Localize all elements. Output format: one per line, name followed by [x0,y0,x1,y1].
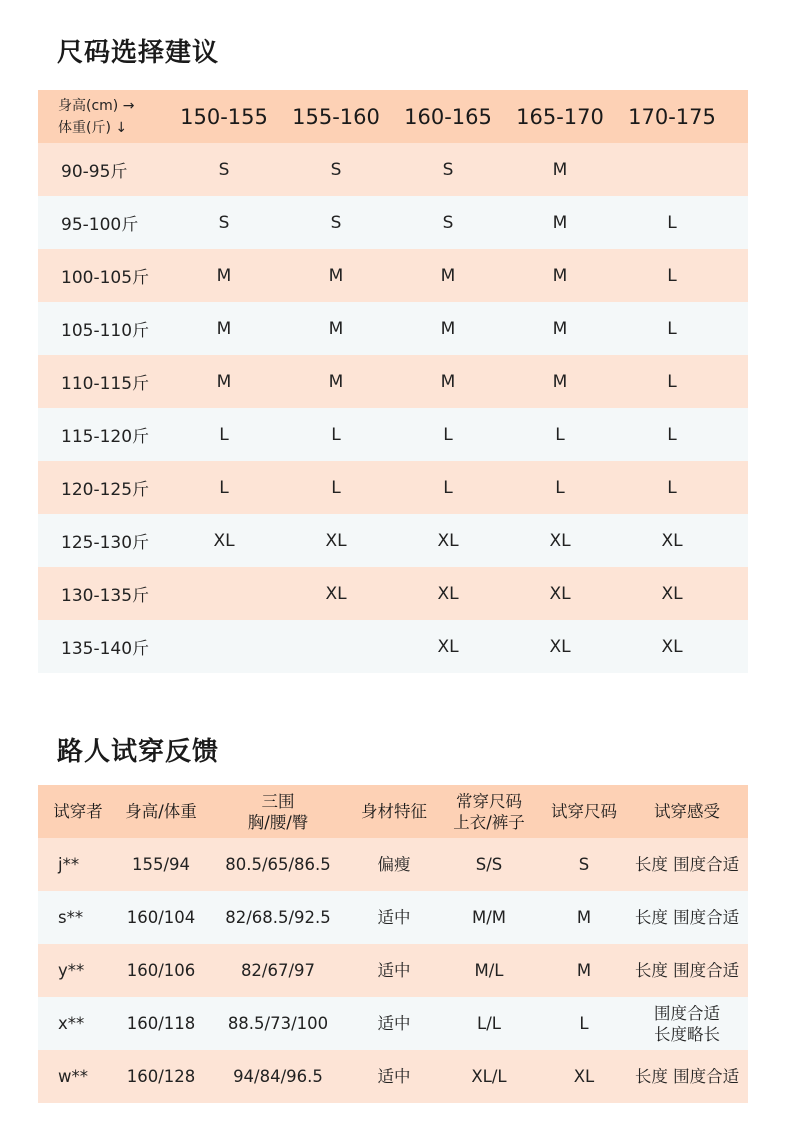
feeling-line1: 长度 围度合适 [634,961,740,980]
size-row [38,514,748,567]
size-cell: L [667,265,677,286]
size-cell: M [328,318,344,339]
measurements-cell: 82/67/97 [240,961,316,980]
tried-size-cell: L [579,1014,589,1033]
body-type-cell: 适中 [377,1067,411,1086]
size-guide-title: 尺码选择建议 [57,38,220,68]
header-tried-size: 试穿尺码 [551,802,617,821]
feedback-table-body [38,838,748,1103]
size-row [38,408,748,461]
size-cell: S [218,159,230,180]
size-row [38,302,748,355]
height-weight-cell: 160/118 [126,1014,196,1033]
size-table-header [38,90,748,143]
feeling-line1: 长度 围度合适 [634,908,740,927]
weight-cell: 110-115斤 [61,374,150,394]
header-tester: 试穿者 [53,802,103,821]
size-cell: L [443,477,453,498]
usual-size-cell: L/L [477,1014,501,1033]
size-cell: XL [325,583,347,604]
weight-cell: 105-110斤 [61,321,150,341]
weight-cell: 125-130斤 [61,533,150,553]
feedback-row [38,891,748,944]
size-cell: XL [437,530,459,551]
body-type-cell: 适中 [377,1014,411,1033]
height-header: 160-165 [404,104,492,129]
tester-cell: x** [58,1014,85,1033]
size-cell: M [328,371,344,392]
size-cell: L [667,424,677,445]
corner-weight-label: 体重(斤) ↓ [58,119,128,136]
height-header: 150-155 [180,104,268,129]
size-cell: L [667,212,677,233]
size-cell: M [440,265,456,286]
weight-cell: 90-95斤 [61,162,128,182]
size-row [38,249,748,302]
feedback-table-header [38,785,748,838]
size-cell: L [219,424,229,445]
weight-cell: 115-120斤 [61,427,150,447]
height-weight-cell: 160/128 [126,1067,196,1086]
header-measurements-line1: 三围 [261,791,295,811]
feeling-line1: 长度 围度合适 [634,855,740,874]
size-cell: S [218,212,230,233]
header-usual-size-line2: 上衣/裤子 [453,812,525,832]
usual-size-cell: XL/L [471,1067,507,1086]
header-usual-size-line1: 常穿尺码 [456,791,522,811]
size-cell: XL [661,636,683,657]
measurements-cell: 94/84/96.5 [233,1067,323,1086]
feeling-cell [626,907,748,928]
size-cell: M [328,265,344,286]
feeling-cell [626,854,748,875]
size-cell: XL [661,530,683,551]
size-row [38,620,748,673]
height-header: 170-175 [628,104,716,129]
feedback-row [38,944,748,997]
size-cell: S [330,212,342,233]
weight-cell: 100-105斤 [61,268,150,288]
height-header: 155-160 [292,104,380,129]
feedback-table [38,785,748,1103]
header-usual-size [436,791,542,833]
body-type-cell: 适中 [377,961,411,980]
feeling-line2: 长度略长 [654,1024,720,1044]
usual-size-cell: S/S [475,855,503,874]
tester-cell: s** [58,908,84,927]
size-cell: S [442,212,454,233]
size-table [38,90,748,673]
size-cell: M [552,265,568,286]
feeling-line1: 长度 围度合适 [634,1067,740,1086]
size-cell: XL [549,636,571,657]
feedback-row [38,997,748,1050]
tester-cell: j** [58,855,80,874]
height-weight-cell: 160/106 [126,961,196,980]
size-row [38,461,748,514]
feedback-title: 路人试穿反馈 [57,737,220,767]
size-cell: L [331,424,341,445]
size-row [38,196,748,249]
size-cell: S [442,159,454,180]
feeling-line1: 围度合适 [654,1003,720,1023]
weight-cell: 130-135斤 [61,586,150,606]
header-height-weight: 身高/体重 [125,802,197,821]
measurements-cell: 82/68.5/92.5 [225,908,331,927]
size-cell: M [552,212,568,233]
corner-cell [38,95,168,139]
weight-cell: 135-140斤 [61,639,150,659]
size-cell: S [330,159,342,180]
size-row [38,355,748,408]
feeling-cell [626,1003,748,1045]
size-table-body [38,143,748,673]
size-cell: XL [325,530,347,551]
size-cell: XL [661,583,683,604]
weight-cell: 95-100斤 [61,215,139,235]
size-cell: M [440,371,456,392]
height-header: 165-170 [516,104,604,129]
usual-size-cell: M/M [471,908,507,927]
tried-size-cell: XL [573,1067,595,1086]
body-type-cell: 适中 [377,908,411,927]
size-cell: M [216,371,232,392]
size-cell: XL [437,636,459,657]
header-feeling: 试穿感受 [654,802,720,821]
tried-size-cell: M [576,961,592,980]
size-cell: L [667,477,677,498]
feeling-cell [626,960,748,981]
size-cell: XL [549,530,571,551]
feeling-cell [626,1066,748,1087]
header-measurements [204,791,352,833]
feedback-row [38,1050,748,1103]
header-body-type: 身材特征 [361,802,427,821]
corner-height-label: 身高(cm) → [58,97,135,114]
size-cell: M [552,318,568,339]
size-cell: L [667,371,677,392]
size-row [38,567,748,620]
height-weight-cell: 155/94 [131,855,191,874]
tried-size-cell: S [578,855,590,874]
size-cell: M [216,318,232,339]
height-weight-cell: 160/104 [126,908,196,927]
size-cell: M [440,318,456,339]
weight-cell: 120-125斤 [61,480,150,500]
size-cell: L [219,477,229,498]
tester-cell: w** [58,1067,88,1086]
tried-size-cell: M [576,908,592,927]
feedback-row [38,838,748,891]
measurements-cell: 88.5/73/100 [227,1014,329,1033]
body-type-cell: 偏瘦 [377,855,411,874]
tester-cell: y** [58,961,85,980]
size-cell: XL [213,530,235,551]
size-cell: M [552,159,568,180]
size-cell: L [555,424,565,445]
size-cell: M [552,371,568,392]
size-cell: L [555,477,565,498]
header-measurements-line2: 胸/腰/臀 [247,812,309,832]
usual-size-cell: M/L [474,961,504,980]
size-cell: L [667,318,677,339]
measurements-cell: 80.5/65/86.5 [225,855,331,874]
size-cell: XL [437,583,459,604]
size-cell: L [331,477,341,498]
size-cell: M [216,265,232,286]
size-cell: XL [549,583,571,604]
size-row [38,143,748,196]
size-cell: L [443,424,453,445]
